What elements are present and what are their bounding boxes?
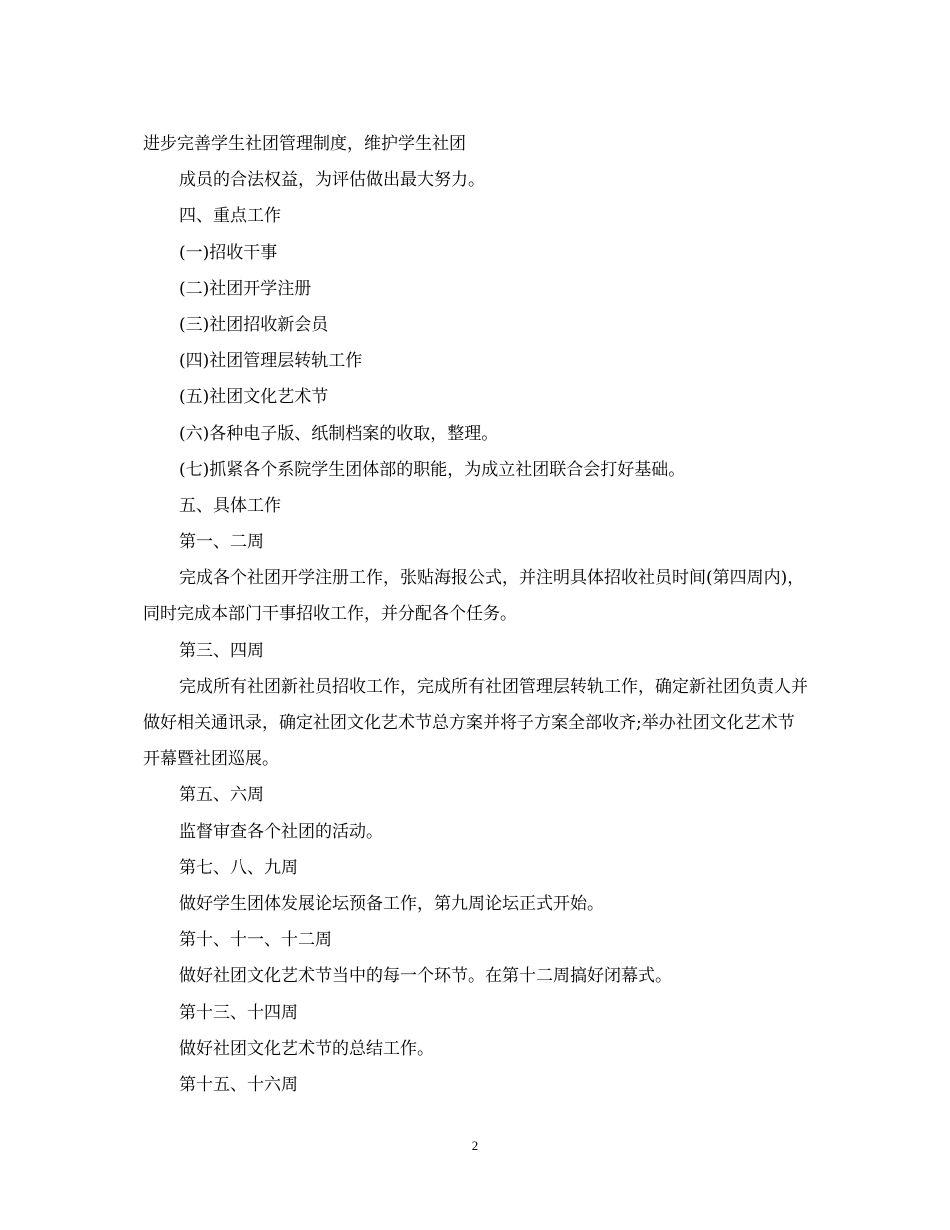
page-number: 2: [471, 1138, 479, 1153]
paragraph: 完成所有社团新社员招收工作，完成所有社团管理层转轨工作，确定新社团负责人并做好相关通讯录，确定社团文化艺术节总方案并将子方案全部收齐;举办社团文化艺术节开幕暨社团巡展。: [143, 676, 808, 770]
text-line: 监督审查各个社团的活动。: [179, 821, 383, 842]
text-line: 做好学生团体发展论坛预备工作，第九周论坛正式开始。: [179, 894, 604, 915]
text-line: 做好社团文化艺术节当中的每一个环节。在第十二周搞好闭幕式。: [179, 966, 672, 987]
text-line: 做好社团文化艺术节的总结工作。: [179, 1038, 434, 1059]
list-item: (七)抓紧各个系院学生团体部的职能，为成立社团联合会打好基础。: [179, 459, 686, 480]
week-heading: 第十、十一、十二周: [179, 930, 332, 951]
text-line: 成员的合法权益，为评估做出最大努力。: [179, 170, 485, 191]
week-heading: 第一、二周: [179, 532, 264, 553]
list-item: (六)各种电子版、纸制档案的收取，整理。: [179, 423, 499, 444]
section-heading: 五、具体工作: [179, 495, 281, 516]
document-body: [143, 126, 808, 1103]
week-heading: 第五、六周: [179, 785, 264, 806]
list-item: (二)社团开学注册: [179, 278, 312, 299]
list-item: (一)招收干事: [179, 242, 278, 263]
list-item: (五)社团文化艺术节: [179, 387, 329, 408]
week-heading: 第十五、十六周: [179, 1074, 298, 1095]
week-heading: 第十三、十四周: [179, 1002, 298, 1023]
section-heading: 四、重点工作: [179, 206, 281, 227]
list-item: (四)社团管理层转轨工作: [179, 351, 363, 372]
text-line: 进步完善学生社团管理制度，维护学生社团: [143, 134, 466, 154]
week-heading: 第三、四周: [179, 640, 264, 661]
week-heading: 第七、八、九周: [179, 857, 298, 878]
list-item: (三)社团招收新会员: [179, 314, 329, 335]
paragraph: 完成各个社团开学注册工作，张贴海报公式，并注明具体招收社员时间(第四周内)，同时完成本部门干事招收工作，并分配各个任务。: [143, 568, 805, 625]
